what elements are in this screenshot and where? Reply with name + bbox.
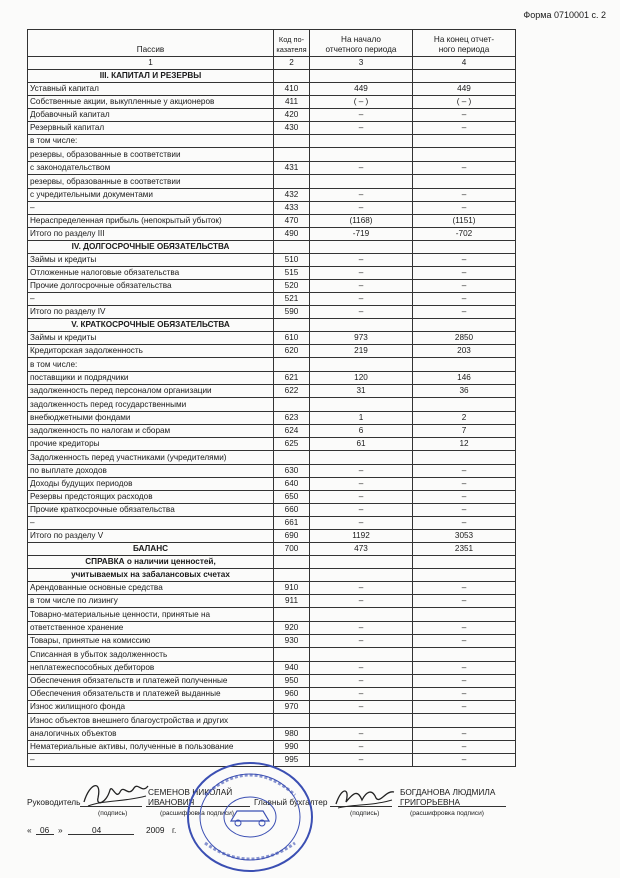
- header-start: На начало отчетного периода: [310, 30, 413, 57]
- row-label: Прочие краткосрочные обязательства: [28, 504, 274, 517]
- end-cell: [413, 556, 516, 569]
- accountant-name-line: [398, 806, 506, 807]
- start-cell: [310, 556, 413, 569]
- row-code: 640: [274, 478, 310, 491]
- row-end-value: –: [413, 662, 516, 675]
- row-label: в том числе:: [28, 358, 274, 372]
- row-code: 470: [274, 215, 310, 228]
- row-label: Итого по разделу III: [28, 228, 274, 241]
- code-cell: [274, 241, 310, 254]
- row-end-value: –: [413, 635, 516, 648]
- table-row: [28, 425, 516, 438]
- table-row: [28, 345, 516, 358]
- row-start-value: [310, 398, 413, 412]
- row-end-value: –: [413, 582, 516, 595]
- row-label: Собственные акции, выкупленные у акционеров: [28, 96, 274, 109]
- row-code: [274, 135, 310, 148]
- table-row: [28, 96, 516, 109]
- row-code: 411: [274, 96, 310, 109]
- row-code: 980: [274, 728, 310, 741]
- row-code: 690: [274, 530, 310, 543]
- row-label: прочие кредиторы: [28, 438, 274, 451]
- table-row: [28, 714, 516, 728]
- end-cell: [413, 241, 516, 254]
- header-liabilities: Пассив: [28, 30, 274, 57]
- row-end-value: (1151): [413, 215, 516, 228]
- table-row: [28, 622, 516, 635]
- row-start-value: –: [310, 162, 413, 175]
- row-end-value: 2850: [413, 332, 516, 345]
- row-label: Отложенные налоговые обязательства: [28, 267, 274, 280]
- row-end-value: 2351: [413, 543, 516, 556]
- row-start-value: 61: [310, 438, 413, 451]
- row-code: [274, 148, 310, 162]
- row-end-value: –: [413, 122, 516, 135]
- table-row: [28, 280, 516, 293]
- row-label: Прочие долгосрочные обязательства: [28, 280, 274, 293]
- row-code: 521: [274, 293, 310, 306]
- table-row: [28, 228, 516, 241]
- table-row: [28, 543, 516, 556]
- column-number-row: [28, 57, 516, 70]
- accountant-name-line2: ГРИГОРЬЕВНА: [400, 797, 461, 807]
- row-start-value: –: [310, 728, 413, 741]
- row-start-value: –: [310, 688, 413, 701]
- table-row: [28, 465, 516, 478]
- accountant-name-line1: БОГДАНОВА ЛЮДМИЛА: [400, 787, 496, 797]
- table-row: [28, 175, 516, 189]
- row-label: Добавочный капитал: [28, 109, 274, 122]
- row-end-value: 36: [413, 385, 516, 398]
- row-start-value: –: [310, 109, 413, 122]
- date-close-quote: »: [58, 825, 63, 835]
- row-code: [274, 451, 310, 465]
- row-start-value: –: [310, 293, 413, 306]
- row-label: Задолженность перед участниками (учредителями): [28, 451, 274, 465]
- table-row: [28, 332, 516, 345]
- row-start-value: [310, 608, 413, 622]
- row-code: 610: [274, 332, 310, 345]
- row-code: 490: [274, 228, 310, 241]
- row-start-value: –: [310, 701, 413, 714]
- row-start-value: ( – ): [310, 96, 413, 109]
- row-label: внебюджетными фондами: [28, 412, 274, 425]
- row-end-value: [413, 398, 516, 412]
- row-code: 410: [274, 83, 310, 96]
- row-start-value: –: [310, 202, 413, 215]
- table-row: [28, 478, 516, 491]
- row-end-value: –: [413, 267, 516, 280]
- balance-liabilities-table: [27, 29, 516, 767]
- row-end-value: –: [413, 517, 516, 530]
- row-end-value: [413, 175, 516, 189]
- header-code: Код по- казателя: [274, 30, 310, 57]
- table-row: [28, 135, 516, 148]
- row-code: 431: [274, 162, 310, 175]
- start-cell: [310, 70, 413, 83]
- code-cell: [274, 319, 310, 332]
- row-code: 624: [274, 425, 310, 438]
- row-end-value: –: [413, 595, 516, 608]
- table-row: [28, 728, 516, 741]
- table-row: [28, 293, 516, 306]
- end-cell: [413, 569, 516, 582]
- row-start-value: (1168): [310, 215, 413, 228]
- row-start-value: –: [310, 741, 413, 754]
- row-end-value: [413, 135, 516, 148]
- row-label: задолженность перед персоналом организации: [28, 385, 274, 398]
- row-code: [274, 648, 310, 662]
- row-label: БАЛАНС: [28, 543, 274, 556]
- section-heading: III. КАПИТАЛ И РЕЗЕРВЫ: [28, 70, 274, 83]
- row-end-value: –: [413, 162, 516, 175]
- start-cell: [310, 319, 413, 332]
- row-code: 420: [274, 109, 310, 122]
- row-code: 620: [274, 345, 310, 358]
- row-end-value: [413, 714, 516, 728]
- table-row: [28, 83, 516, 96]
- table-row: [28, 215, 516, 228]
- row-end-value: –: [413, 189, 516, 202]
- organization-seal-stamp: [175, 755, 328, 873]
- row-start-value: [310, 358, 413, 372]
- row-code: 995: [274, 754, 310, 767]
- col-num-2: 2: [274, 57, 310, 70]
- row-label: задолженность по налогам и сборам: [28, 425, 274, 438]
- row-code: 660: [274, 504, 310, 517]
- row-label: поставщики и подрядчики: [28, 372, 274, 385]
- table-row: [28, 451, 516, 465]
- section-heading: V. КРАТКОСРОЧНЫЕ ОБЯЗАТЕЛЬСТВА: [28, 319, 274, 332]
- row-label: по выплате доходов: [28, 465, 274, 478]
- row-start-value: 1192: [310, 530, 413, 543]
- row-code: 433: [274, 202, 310, 215]
- col-num-3: 3: [310, 57, 413, 70]
- row-label: ответственное хранение: [28, 622, 274, 635]
- row-label: Нераспределенная прибыль (непокрытый убыток): [28, 215, 274, 228]
- row-code: 970: [274, 701, 310, 714]
- row-start-value: –: [310, 189, 413, 202]
- row-end-value: –: [413, 306, 516, 319]
- code-cell: [274, 569, 310, 582]
- row-start-value: -719: [310, 228, 413, 241]
- row-start-value: –: [310, 582, 413, 595]
- table-row: [28, 688, 516, 701]
- row-label: Нематериальные активы, полученные в пользование: [28, 741, 274, 754]
- row-end-value: –: [413, 622, 516, 635]
- row-label: аналогичных объектов: [28, 728, 274, 741]
- row-code: [274, 398, 310, 412]
- end-cell: [413, 70, 516, 83]
- row-code: 910: [274, 582, 310, 595]
- row-label: Обеспечения обязательств и платежей полученные: [28, 675, 274, 688]
- row-label: с учредительными документами: [28, 189, 274, 202]
- row-label: –: [28, 754, 274, 767]
- row-code: 990: [274, 741, 310, 754]
- table-row: [28, 582, 516, 595]
- row-start-value: 219: [310, 345, 413, 358]
- row-start-value: [310, 175, 413, 189]
- table-row: [28, 701, 516, 714]
- row-label: –: [28, 517, 274, 530]
- row-start-value: [310, 714, 413, 728]
- row-start-value: 473: [310, 543, 413, 556]
- row-code: 650: [274, 491, 310, 504]
- row-end-value: [413, 358, 516, 372]
- head-name-line2: ИВАНОВИЧ: [148, 797, 195, 807]
- section-heading-row: [28, 241, 516, 254]
- table-row: [28, 385, 516, 398]
- start-cell: [310, 241, 413, 254]
- row-label: резервы, образованные в соответствии: [28, 148, 274, 162]
- row-start-value: –: [310, 122, 413, 135]
- row-label: –: [28, 202, 274, 215]
- row-start-value: 1: [310, 412, 413, 425]
- row-start-value: –: [310, 622, 413, 635]
- row-end-value: –: [413, 491, 516, 504]
- row-label: Списанная в убыток задолженность: [28, 648, 274, 662]
- table-header-row: [28, 30, 516, 57]
- row-start-value: [310, 648, 413, 662]
- section-heading: IV. ДОЛГОСРОЧНЫЕ ОБЯЗАТЕЛЬСТВА: [28, 241, 274, 254]
- end-cell: [413, 319, 516, 332]
- row-end-value: 203: [413, 345, 516, 358]
- date-open-quote: «: [27, 825, 32, 835]
- row-start-value: 6: [310, 425, 413, 438]
- head-label: Руководитель: [27, 797, 81, 807]
- section-heading-row: [28, 556, 516, 569]
- row-label: Кредиторская задолженность: [28, 345, 274, 358]
- table-row: [28, 109, 516, 122]
- row-end-value: 7: [413, 425, 516, 438]
- row-end-value: –: [413, 254, 516, 267]
- table-row: [28, 662, 516, 675]
- row-code: 920: [274, 622, 310, 635]
- table-row: [28, 306, 516, 319]
- row-label: Арендованные основные средства: [28, 582, 274, 595]
- row-end-value: –: [413, 280, 516, 293]
- table-row: [28, 254, 516, 267]
- table-row: [28, 148, 516, 162]
- row-end-value: –: [413, 465, 516, 478]
- form-code: Форма 0710001 с. 2: [523, 10, 606, 20]
- row-code: 950: [274, 675, 310, 688]
- head-sign-caption: (подпись): [98, 810, 128, 817]
- table-row: [28, 675, 516, 688]
- table-row: [28, 438, 516, 451]
- row-label: резервы, образованные в соответствии: [28, 175, 274, 189]
- section-heading-row: [28, 70, 516, 83]
- row-label: в том числе по лизингу: [28, 595, 274, 608]
- table-row: [28, 504, 516, 517]
- row-label: Резервы предстоящих расходов: [28, 491, 274, 504]
- row-code: 960: [274, 688, 310, 701]
- row-label: неплатежеспособных дебиторов: [28, 662, 274, 675]
- date-year: 2009: [146, 825, 165, 835]
- row-label: в том числе:: [28, 135, 274, 148]
- table-row: [28, 491, 516, 504]
- row-end-value: [413, 648, 516, 662]
- row-code: 661: [274, 517, 310, 530]
- row-end-value: –: [413, 688, 516, 701]
- table-row: [28, 648, 516, 662]
- row-start-value: –: [310, 478, 413, 491]
- row-start-value: [310, 135, 413, 148]
- section-heading-row: [28, 319, 516, 332]
- table-row: [28, 608, 516, 622]
- table-row: [28, 530, 516, 543]
- row-code: 623: [274, 412, 310, 425]
- row-end-value: –: [413, 675, 516, 688]
- table-row: [28, 398, 516, 412]
- table-row: [28, 372, 516, 385]
- row-label: Товары, принятые на комиссию: [28, 635, 274, 648]
- row-start-value: –: [310, 662, 413, 675]
- row-end-value: –: [413, 701, 516, 714]
- row-label: Износ жилищного фонда: [28, 701, 274, 714]
- row-start-value: [310, 451, 413, 465]
- row-start-value: [310, 148, 413, 162]
- row-start-value: –: [310, 491, 413, 504]
- table-row: [28, 741, 516, 754]
- row-start-value: 31: [310, 385, 413, 398]
- table-row: [28, 412, 516, 425]
- table-row: [28, 635, 516, 648]
- accountant-handwritten-signature: [332, 782, 398, 812]
- row-start-value: –: [310, 465, 413, 478]
- row-end-value: [413, 608, 516, 622]
- row-start-value: –: [310, 267, 413, 280]
- row-label: Обеспечения обязательств и платежей выданные: [28, 688, 274, 701]
- row-label: Займы и кредиты: [28, 332, 274, 345]
- row-code: 911: [274, 595, 310, 608]
- row-start-value: –: [310, 504, 413, 517]
- row-code: 940: [274, 662, 310, 675]
- start-cell: [310, 569, 413, 582]
- row-code: [274, 608, 310, 622]
- row-start-value: –: [310, 754, 413, 767]
- section-heading-row: [28, 569, 516, 582]
- date-month: 04: [92, 825, 102, 835]
- row-end-value: –: [413, 741, 516, 754]
- row-end-value: [413, 451, 516, 465]
- section-heading: учитываемых на забалансовых счетах: [28, 569, 274, 582]
- head-handwritten-signature: [80, 776, 152, 812]
- row-end-value: –: [413, 754, 516, 767]
- row-end-value: 2: [413, 412, 516, 425]
- table-row: [28, 189, 516, 202]
- header-end: На конец отчет- ного периода: [413, 30, 516, 57]
- accountant-name-caption: (расшифровка подписи): [410, 810, 484, 817]
- row-label: с законодательством: [28, 162, 274, 175]
- row-code: 590: [274, 306, 310, 319]
- row-start-value: –: [310, 280, 413, 293]
- row-start-value: –: [310, 675, 413, 688]
- row-code: 700: [274, 543, 310, 556]
- row-label: Уставный капитал: [28, 83, 274, 96]
- row-code: 515: [274, 267, 310, 280]
- row-code: 625: [274, 438, 310, 451]
- row-code: 630: [274, 465, 310, 478]
- date-day: 06: [40, 825, 50, 835]
- row-end-value: –: [413, 109, 516, 122]
- row-end-value: [413, 148, 516, 162]
- row-code: 622: [274, 385, 310, 398]
- row-code: 430: [274, 122, 310, 135]
- section-heading: СПРАВКА о наличии ценностей,: [28, 556, 274, 569]
- row-code: 520: [274, 280, 310, 293]
- table-row: [28, 267, 516, 280]
- row-start-value: –: [310, 254, 413, 267]
- row-code: [274, 175, 310, 189]
- table-row: [28, 122, 516, 135]
- accountant-label: Главный бухгалтер: [254, 797, 328, 807]
- row-end-value: 449: [413, 83, 516, 96]
- row-start-value: 449: [310, 83, 413, 96]
- row-end-value: 146: [413, 372, 516, 385]
- date-year-suffix: г.: [172, 825, 177, 835]
- row-code: 930: [274, 635, 310, 648]
- row-end-value: -702: [413, 228, 516, 241]
- row-label: Займы и кредиты: [28, 254, 274, 267]
- row-label: Износ объектов внешнего благоустройства и других: [28, 714, 274, 728]
- table-row: [28, 595, 516, 608]
- row-label: задолженность перед государственными: [28, 398, 274, 412]
- row-end-value: –: [413, 293, 516, 306]
- table-row: [28, 358, 516, 372]
- row-start-value: –: [310, 517, 413, 530]
- accountant-sign-caption: (подпись): [350, 810, 380, 817]
- row-start-value: –: [310, 595, 413, 608]
- row-label: Итого по разделу V: [28, 530, 274, 543]
- table-row: [28, 162, 516, 175]
- col-num-1: 1: [28, 57, 274, 70]
- row-start-value: 120: [310, 372, 413, 385]
- head-name-line1: СЕМЕНОВ НИКОЛАЙ: [148, 787, 233, 797]
- day-line: [36, 834, 54, 835]
- row-end-value: ( – ): [413, 96, 516, 109]
- row-end-value: 3053: [413, 530, 516, 543]
- row-code: [274, 358, 310, 372]
- row-code: 432: [274, 189, 310, 202]
- table-row: [28, 517, 516, 530]
- table-row: [28, 202, 516, 215]
- col-num-4: 4: [413, 57, 516, 70]
- row-end-value: 12: [413, 438, 516, 451]
- row-label: Доходы будущих периодов: [28, 478, 274, 491]
- row-end-value: –: [413, 202, 516, 215]
- row-label: –: [28, 293, 274, 306]
- row-start-value: –: [310, 306, 413, 319]
- row-end-value: –: [413, 504, 516, 517]
- row-end-value: –: [413, 478, 516, 491]
- row-end-value: –: [413, 728, 516, 741]
- row-code: 510: [274, 254, 310, 267]
- row-label: Итого по разделу IV: [28, 306, 274, 319]
- code-cell: [274, 70, 310, 83]
- row-start-value: –: [310, 635, 413, 648]
- month-line: [68, 834, 134, 835]
- row-label: Резервный капитал: [28, 122, 274, 135]
- head-name-caption: (расшифровка подписи): [160, 810, 234, 817]
- code-cell: [274, 556, 310, 569]
- row-code: [274, 714, 310, 728]
- row-start-value: 973: [310, 332, 413, 345]
- row-code: 621: [274, 372, 310, 385]
- row-label: Товарно-материальные ценности, принятые на: [28, 608, 274, 622]
